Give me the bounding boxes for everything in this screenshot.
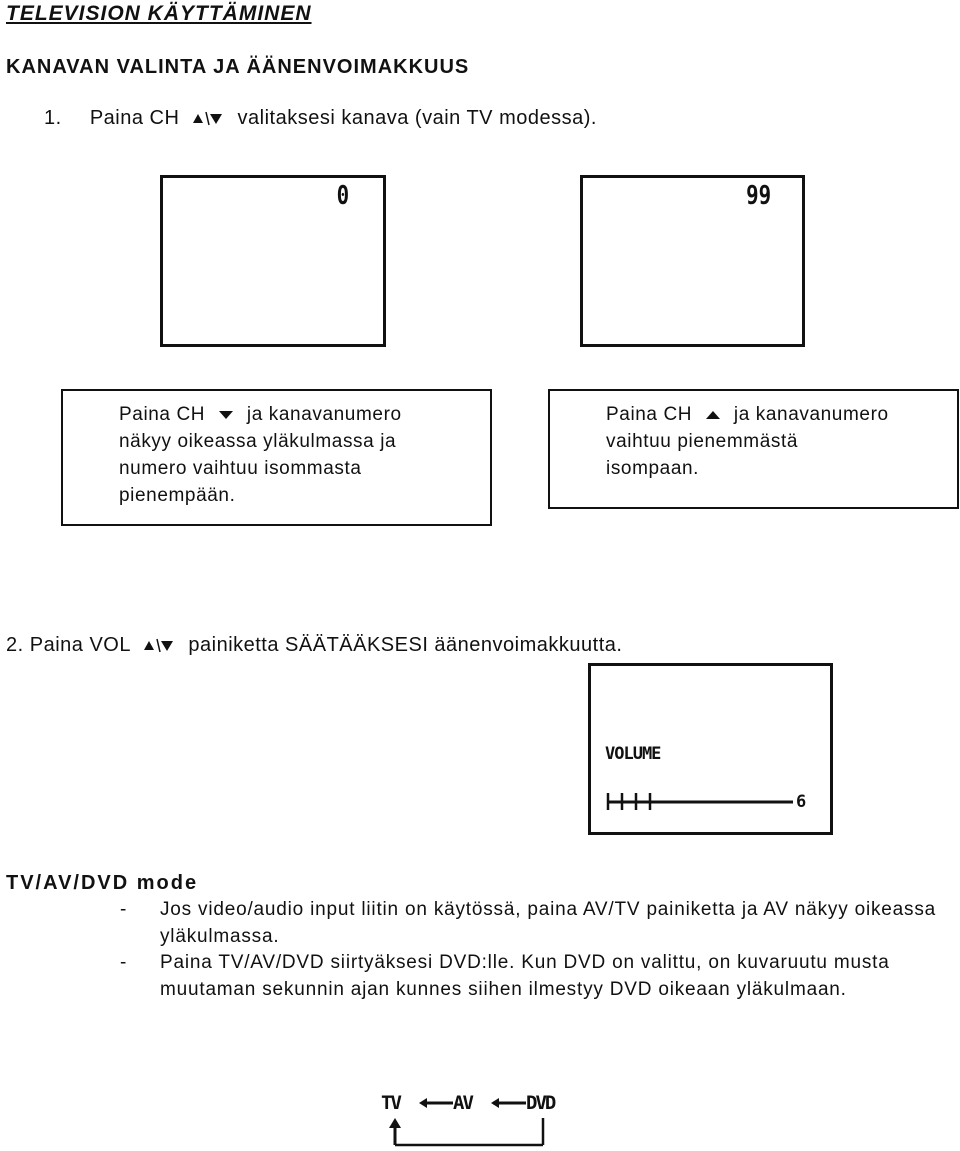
volume-bar <box>605 790 805 810</box>
flow-item-tv: TV <box>381 1092 400 1114</box>
tv-screen-left <box>160 175 386 347</box>
mode-flow-diagram <box>375 1090 575 1151</box>
step-2-number: 2. <box>6 634 24 656</box>
bullet-dash: - <box>120 899 128 920</box>
note-right-line-2: isompaan. <box>606 458 700 479</box>
up-down-arrows-icon <box>185 107 231 130</box>
step-1-text-after: valitaksesi kanava (vain TV modessa). <box>237 107 597 129</box>
channel-number-right: 99 <box>746 181 772 211</box>
note-channel-up <box>548 389 959 509</box>
flow-item-av: AV <box>453 1092 472 1114</box>
page-title: TELEVISION KÄYTTÄMINEN <box>6 2 312 25</box>
mode-section-title: TV/AV/DVD mode <box>6 872 199 894</box>
note-right-after: ja kanavanumero <box>733 404 889 425</box>
mode-bullet-2 <box>120 950 960 1030</box>
section-heading: KANAVAN VALINTA JA ÄÄNENVOIMAKKUUS <box>6 56 470 78</box>
volume-label: VOLUME <box>605 744 661 764</box>
note-left-line-3: pienempään. <box>119 485 236 506</box>
note-left-line-2: numero vaihtuu isommasta <box>119 458 362 479</box>
volume-level: 6 <box>796 792 806 812</box>
note-left-after: ja kanavanumero <box>246 404 402 425</box>
note-left-before: Paina CH <box>119 404 206 425</box>
step-1 <box>44 107 597 130</box>
note-right-before: Paina CH <box>606 404 693 425</box>
bullet-text: Jos video/audio input liitin on käytössä, paina AV/TV painiketta ja AV näkyy oikeassa yläkulmassa. <box>160 899 936 947</box>
down-arrow-icon <box>211 401 241 428</box>
tv-screen-right <box>580 175 805 347</box>
step-2-text-after: painiketta SÄÄTÄÄKSESI äänenvoimakkuutta. <box>188 634 623 656</box>
flow-item-dvd: DVD <box>526 1092 555 1114</box>
step-1-number: 1. <box>44 107 62 129</box>
note-channel-down <box>61 389 492 526</box>
bullet-dash: - <box>120 952 128 973</box>
flow-arrows <box>375 1090 575 1151</box>
mode-bullet-1 <box>120 897 960 950</box>
up-down-arrows-icon <box>136 634 182 657</box>
bullet-text: Paina TV/AV/DVD siirtyäksesi DVD:lle. Kun DVD on valittu, on kuvaruutu musta muutaman sekunnin ajan kunnes siihen ilmestyy DVD oikeaan yläkulmaan. <box>160 952 890 1000</box>
step-2 <box>6 634 622 657</box>
step-1-text-before: Paina CH <box>89 107 180 129</box>
channel-number-left: 0 <box>336 181 350 211</box>
tv-screen-volume <box>588 663 833 835</box>
note-left-line-1: näkyy oikeassa yläkulmassa ja <box>119 431 397 452</box>
note-right-line-1: vaihtuu pienemmästä <box>606 431 799 452</box>
step-2-text-before: Paina VOL <box>29 634 131 656</box>
up-arrow-icon <box>698 401 728 428</box>
